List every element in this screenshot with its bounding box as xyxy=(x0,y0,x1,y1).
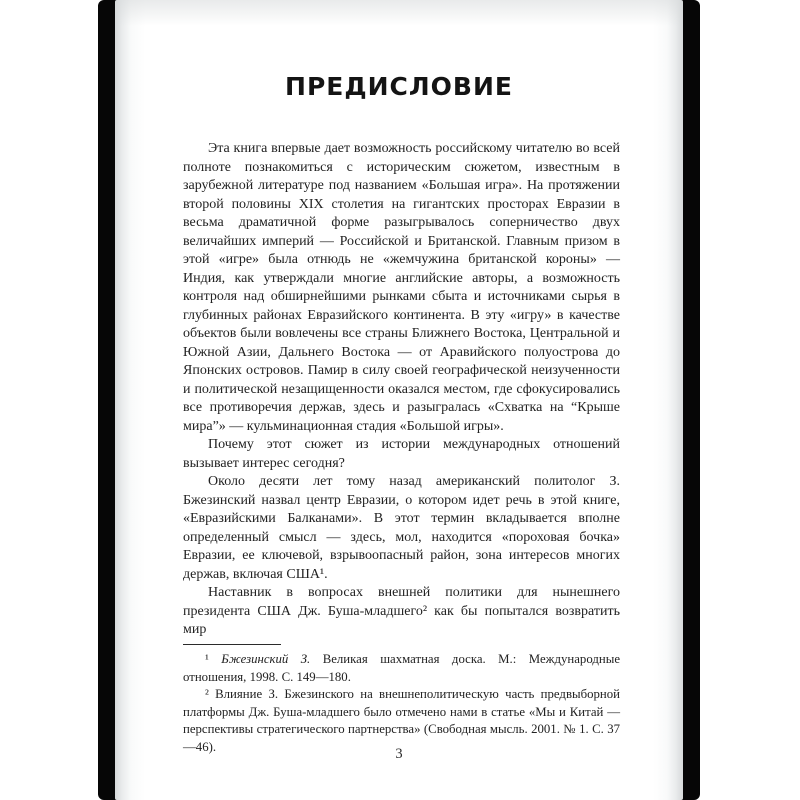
footnote-marker: ² xyxy=(205,687,216,702)
footnotes-block xyxy=(183,644,620,757)
paragraph: Почему этот сюжет из истории международных отношений вызывает интерес сегодня? xyxy=(183,437,620,471)
paragraph: Около десяти лет тому назад американский политолог З. Бжезинский назвал центр Евразии, о котором идет речь в этой книге, «Евразийскими Балканами». В этот термин вкладывается вполне определенный смысл — здесь, мол, находится «пороховая бочка» Евразии, ее ключевой, взрывоопасный район, зона интересов многих держав, включая США¹. xyxy=(183,474,620,582)
photo-backdrop xyxy=(98,0,700,800)
paragraph: Наставник в вопросах внешней политики для нынешнего президента США Дж. Буша-младшего² как бы попытался возвратить мир xyxy=(183,585,620,637)
footnote-marker: ¹ xyxy=(205,652,222,666)
footnote-author-italic: Бжезинский З. xyxy=(221,652,311,666)
footnote-text: Влияние З. Бжезинского на внешнеполитическую часть предвыборной платформы Дж. Буша-младшего было отмечено нами в статье «Мы и Китай — перспективы стратегического партнерства» (Свободная мысль. 2001. № 1. С. 37—46). xyxy=(183,687,620,754)
paragraph: Эта книга впервые дает возможность российскому читателю во всей полноте познакомиться с историческим сюжетом, известным в зарубежной литературе под названием «Большая игра». На протяжении второй половины XIX столетия на гигантских просторах Евразии в весьма драматичной форме разыгрывалось соперничество двух величайших империй — Российской и Британской. Главным призом в этой «игре» была отнюдь не «жемчужина британской короны» — Индия, как утверждали многие английские авторы, а возможность контроля над обширнейшими рынками сбыта и источниками сырья в глубинных районах Евразийского континента. В эту «игру» в качестве объектов были вовлечены все страны Ближнего Востока, Центральной и Южной Азии, Дальнего Востока — от Аравийского полуострова до Японских островов. Памир в силу своей географической неизученности и политической незащищенности оказался местом, где сфокусировались все противоречия держав, здесь и разыгралась «Схватка на “Крыше мира”» — кульминационная стадия «Большой игры». xyxy=(183,141,620,434)
book-page xyxy=(115,0,683,800)
chapter-title: ПРЕДИСЛОВИЕ xyxy=(285,72,513,101)
body-text-column xyxy=(183,140,620,640)
footnote xyxy=(183,651,620,686)
footnote-text: Великая шахматная доска. М.: Международные отношения, 1998. С. 149—180. xyxy=(183,652,620,684)
footnote-separator-rule xyxy=(183,644,281,645)
page-number: 3 xyxy=(395,746,403,762)
